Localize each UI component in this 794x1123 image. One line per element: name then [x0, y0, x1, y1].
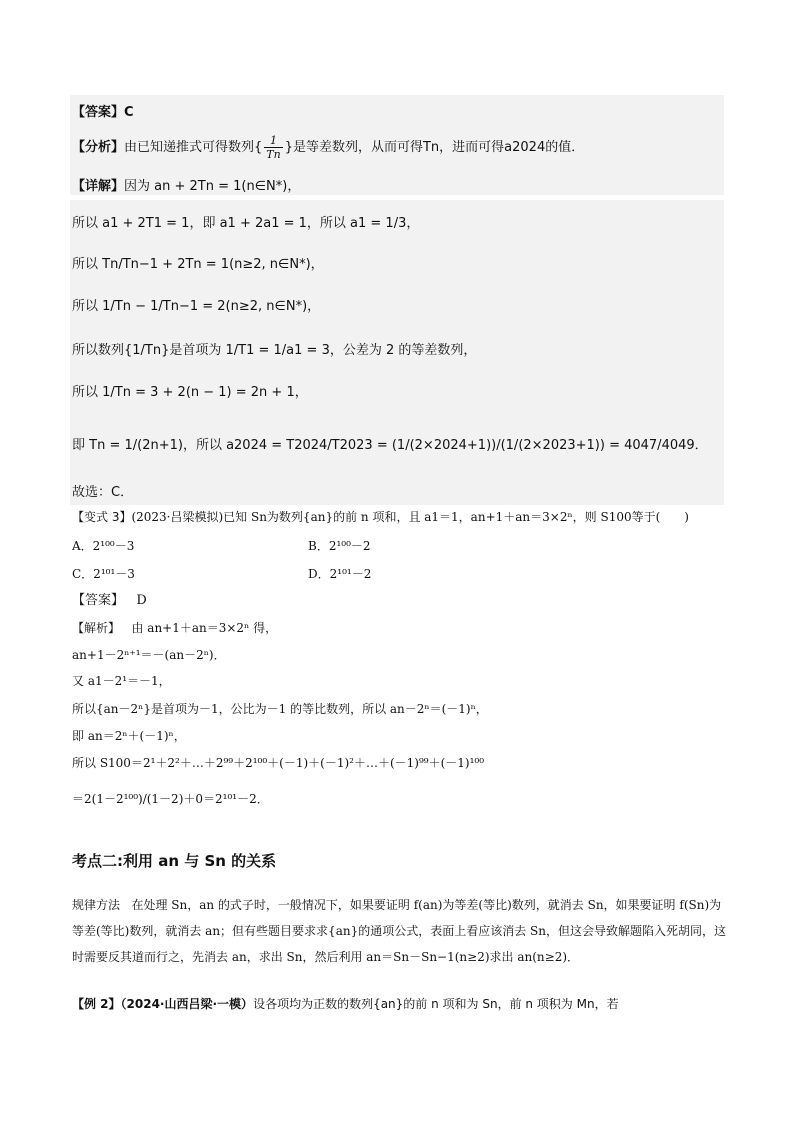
analysis-line: [72, 134, 584, 161]
example-label: 【例 2】: [72, 997, 121, 1011]
example-text: 设各项均为正数的数列{an}的前 n 项和为 Sn，前 n 项积为 Mn，若: [253, 997, 619, 1011]
variant-question-line: [72, 508, 689, 526]
variant-source: (2023·吕梁模拟): [131, 510, 224, 524]
derivation-line-4: 所以数列{1/Tn}是首项为 1/T1 = 1/a1 = 3，公差为 2 的等差数列，: [72, 343, 477, 358]
answer-label: 【答案】: [72, 105, 125, 120]
variant-answer-line: [72, 592, 147, 610]
conclusion-line: 故选：C．: [72, 485, 134, 500]
variant-answer-label: 【答案】: [72, 593, 125, 608]
option-b: B．2¹⁰⁰－2: [308, 539, 371, 553]
derivation-line-3: 所以 1/Tn − 1/Tn−1 = 2(n≥2, n∈N*)，: [72, 299, 321, 314]
analysis-label: 【分析】: [72, 140, 125, 155]
detail-text: 因为 an + 2Tn = 1(n∈N*)，: [124, 179, 301, 194]
option-d: D．2¹⁰¹－2: [308, 567, 372, 581]
solution-label: 【解析】: [72, 621, 121, 635]
solution-text-1: 由 an+1＋an＝3×2ⁿ 得，: [131, 621, 278, 635]
analysis-frac-den: Tn: [266, 148, 281, 161]
solution-line-5: 即 an＝2ⁿ＋(－1)ⁿ，: [72, 729, 186, 743]
option-c: C．2¹⁰¹－3: [72, 567, 135, 581]
example-line: [72, 995, 619, 1013]
option-a: A．2¹⁰⁰－3: [72, 539, 135, 553]
solution-line-3: 又 a1－2¹＝－1，: [72, 674, 171, 688]
derivation-line-2: 所以 Tn/Tn−1 + 2Tn = 1(n≥2, n∈N*)，: [72, 257, 324, 272]
derivation-line-1: 所以 a1 + 2T1 = 1，即 a1 + 2a1 = 1，所以 a1 = 1/3，: [72, 216, 420, 231]
solution-line-1: [72, 619, 277, 637]
variant-answer-value: D: [136, 593, 147, 608]
solution-line-7: ＝2(1－2¹⁰⁰)/(1－2)＋0＝2¹⁰¹－2．: [72, 792, 269, 806]
analysis-fraction: [264, 134, 282, 161]
solution-line-4: 所以{an－2ⁿ}是首项为－1，公比为－1 的等比数列，所以 an－2ⁿ＝(－1)ⁿ，: [72, 702, 488, 716]
detail-label: 【详解】: [72, 179, 125, 194]
example-source: （2024·山西吕梁·一模）: [120, 997, 254, 1011]
derivation-line-5: 所以 1/Tn = 3 + 2(n − 1) = 2n + 1，: [72, 385, 308, 400]
solution-line-2: an+1－2ⁿ⁺¹＝－(an－2ⁿ)．: [72, 648, 226, 662]
analysis-frac-num: 1: [264, 134, 282, 148]
section-heading: 考点二:利用 an 与 Sn 的关系: [72, 852, 277, 870]
solution-line-6: 所以 S100＝2¹＋2²＋…＋2⁹⁹＋2¹⁰⁰＋(－1)＋(－1)²＋…＋(－1)⁹⁹＋(－1)¹⁰⁰: [72, 756, 485, 770]
derivation-line-6: 即 Tn = 1/(2n+1)，所以 a2024 = T2024/T2023 = (1/(2×2024+1))/(1/(2×2023+1)) = 4047/4049．: [72, 438, 708, 453]
variant-question: 已知 Sn为数列{an}的前 n 项和，且 a1＝1，an+1＋an＝3×2ⁿ，则 S100等于( ): [223, 510, 689, 524]
variant-label: 【变式 3】: [72, 510, 132, 524]
analysis-suffix: }是等差数列，从而可得Tn，进而可得a2024的值．: [284, 140, 585, 155]
method-label: 规律方法: [72, 898, 121, 912]
method-text: 在处理 Sn，an 的式子时，一般情况下，如果要证明 f(an)为等差(等比)数列，就消去 Sn，如果要证明 f(Sn)为等差(等比)数列，就消去 an；但有些题目要求求{an}的通项公式，表面上看应该消去 Sn，但这会导致解题陷入死胡同，这时需要反其道而行之，先消去 an，求出 Sn，然后利用 an＝Sn－Sn−1(n≥2)求出 an(n≥2)．: [72, 898, 726, 964]
analysis-prefix: 由已知递推式可得数列{: [124, 140, 263, 155]
answer-value: C: [124, 105, 134, 120]
answer-line: [72, 104, 134, 122]
method-paragraph: [72, 892, 732, 970]
detail-line: [72, 178, 300, 196]
